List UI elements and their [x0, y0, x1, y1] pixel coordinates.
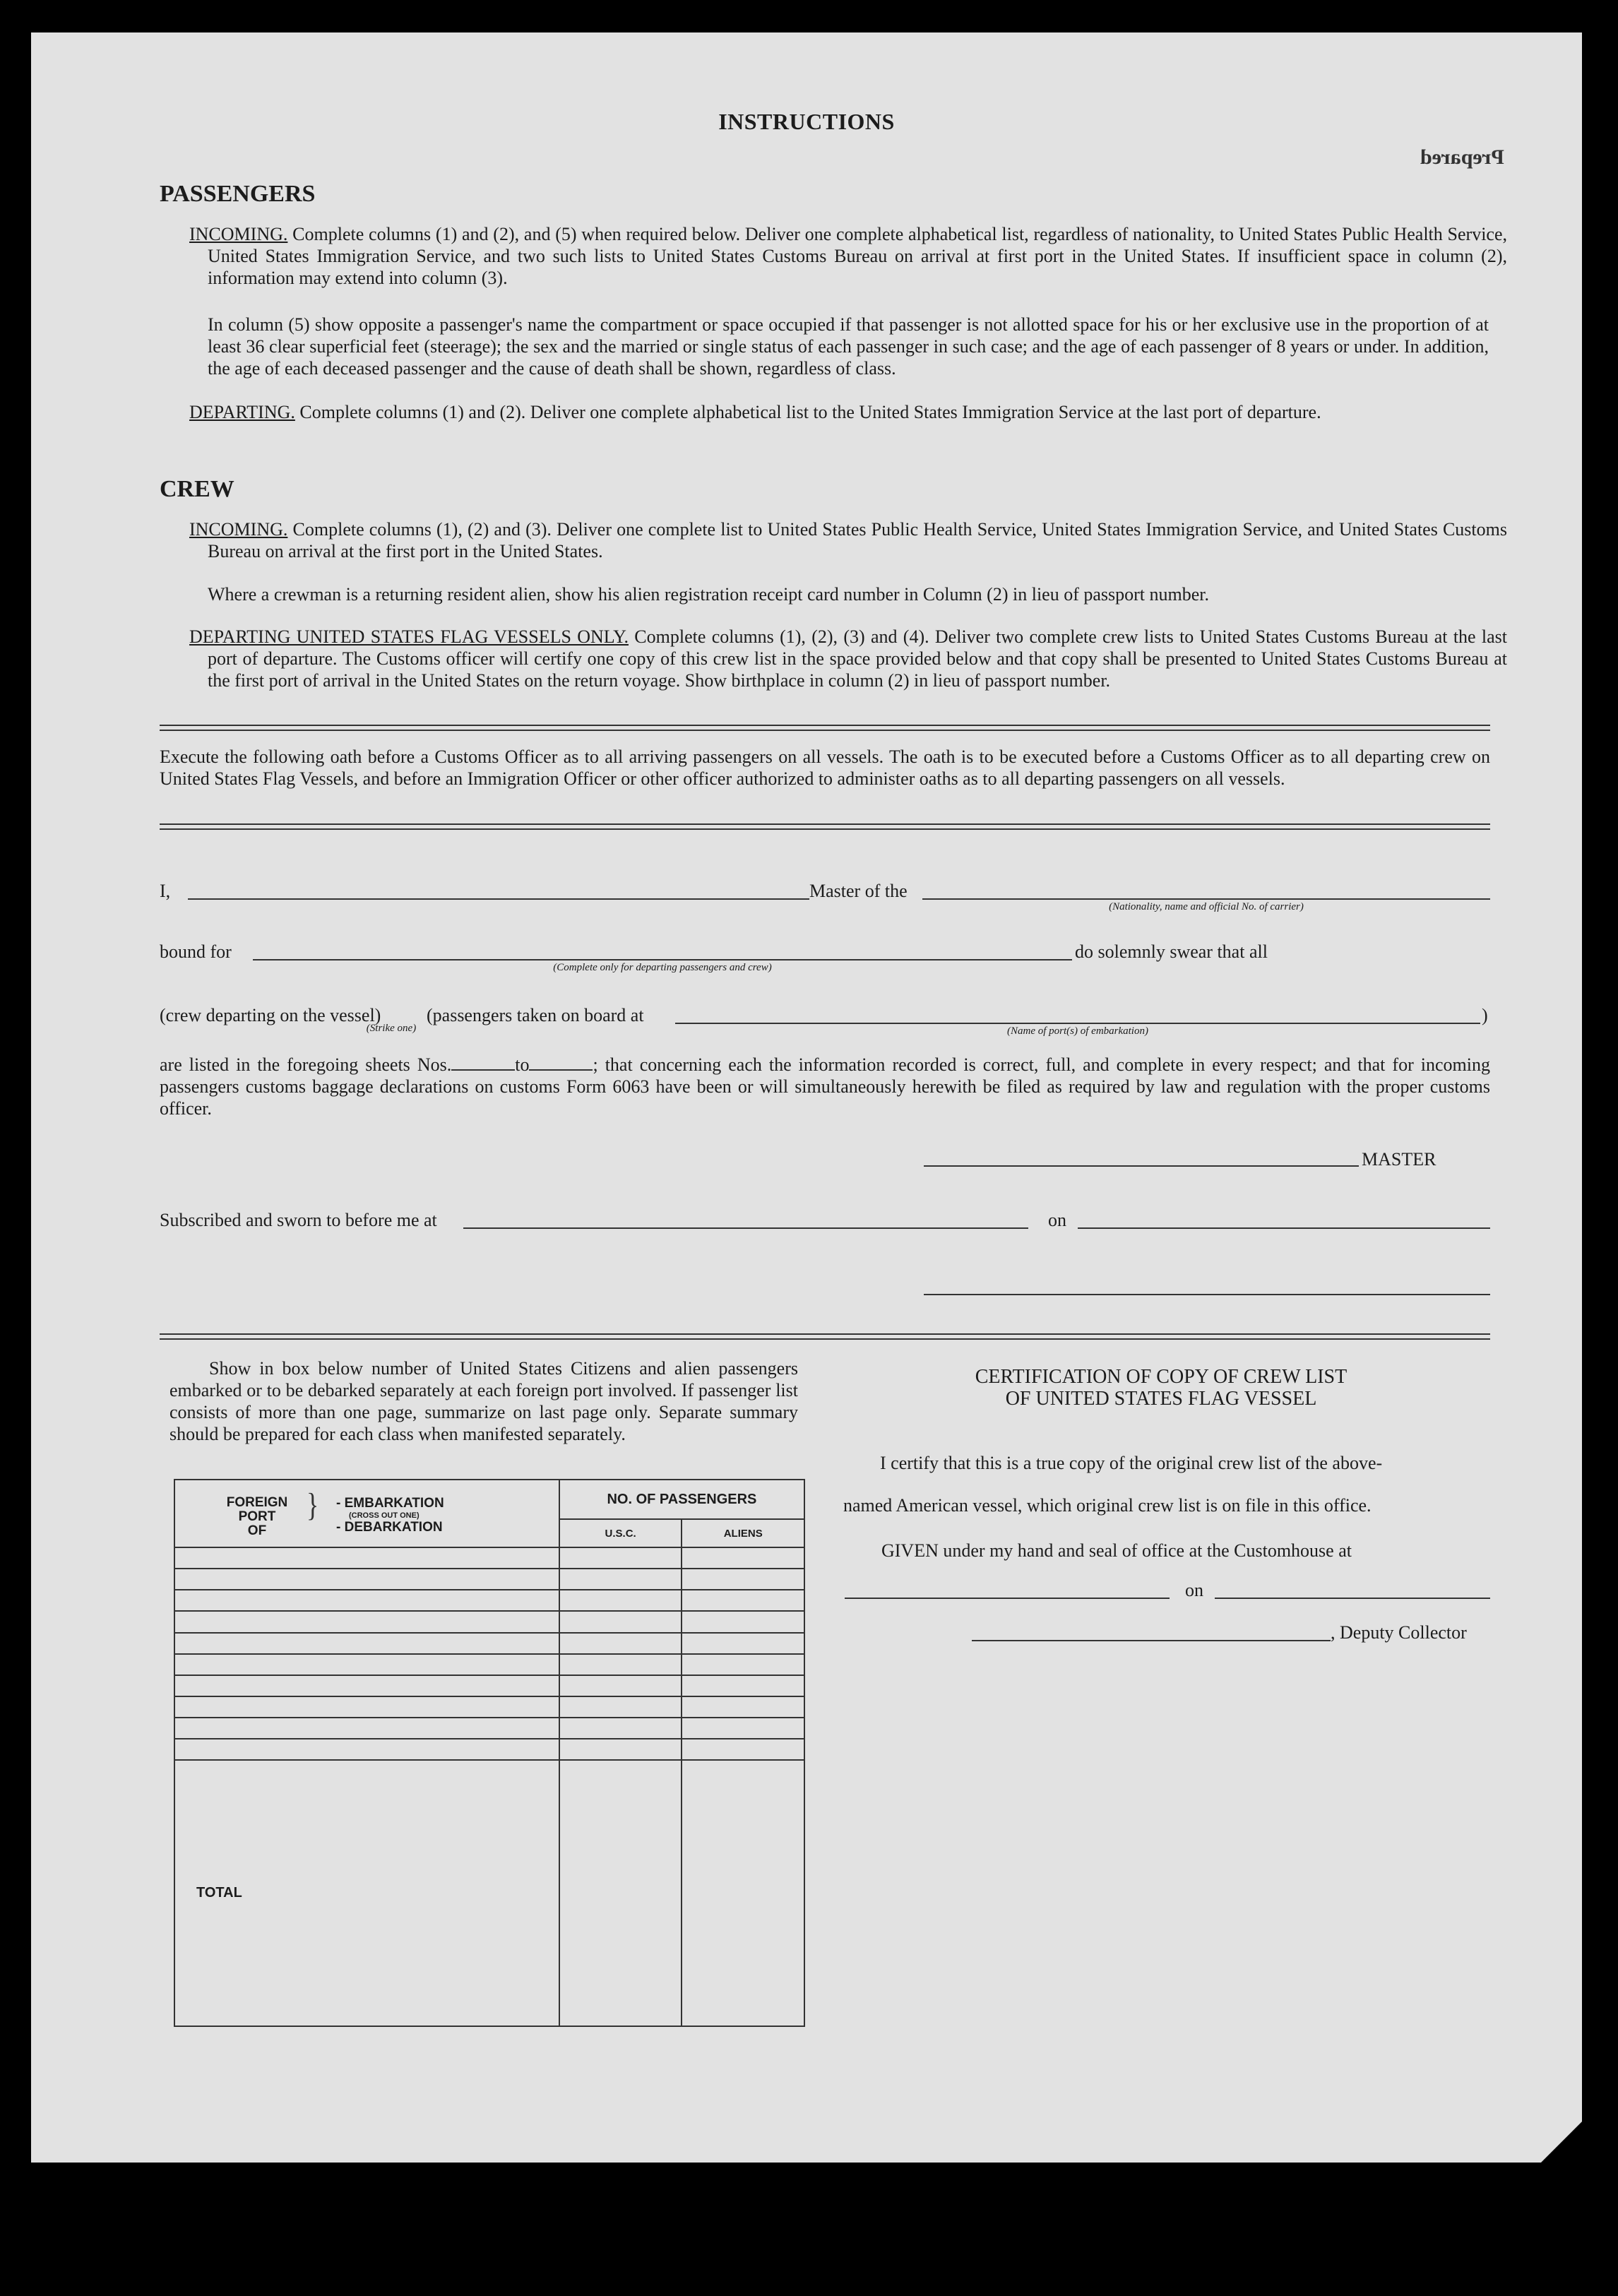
passengers-incoming-label: INCOMING. [189, 224, 288, 244]
crew-resident-paragraph: Where a crewman is a returning resident alien, show his alien registration receipt card number in Column (2) in lieu of passport number. [208, 584, 1210, 605]
port-cell[interactable] [174, 1633, 559, 1654]
divider [160, 725, 1490, 731]
total-aliens-cell[interactable] [682, 1760, 804, 2026]
summary-instruction: Show in box below number of United States Citizens and alien passengers embarked or to be debarked separately at each foreign port involved. If passenger list consists of more than one page, summarize on last page only. Separate summary should be prepared for each class when manifested separately. [169, 1358, 798, 1444]
nationality-caption: (Nationality, name and official No. of carrier) [1109, 901, 1304, 912]
close-paren: ) [1482, 1005, 1488, 1025]
foreign-label: FOREIGN [226, 1495, 288, 1510]
aliens-cell[interactable] [682, 1590, 804, 1611]
sworn-place-field[interactable] [463, 1227, 1028, 1229]
crew-departing-paragraph [189, 626, 1507, 691]
sheet-to-field[interactable] [529, 1069, 593, 1071]
cert-date-field[interactable] [1215, 1598, 1490, 1599]
bound-caption: (Complete only for departing passengers and crew) [553, 962, 772, 973]
carrier-field[interactable] [922, 898, 1490, 900]
master-label: MASTER [1362, 1149, 1436, 1170]
port-of-embarkation-field[interactable] [675, 1023, 1480, 1024]
passengers-departing-paragraph [189, 401, 1507, 423]
aliens-cell[interactable] [682, 1547, 804, 1569]
aliens-cell[interactable] [682, 1633, 804, 1654]
debarkation-label: - DEBARKATION [336, 1520, 443, 1535]
port-cell[interactable] [174, 1654, 559, 1675]
strike-one-caption: (Strike one) [366, 1023, 417, 1034]
listed-text-a: are listed in the foregoing sheets Nos. [160, 1054, 452, 1075]
port-cell[interactable] [174, 1675, 559, 1696]
brace-glyph: } [307, 1487, 319, 1523]
cert-on-label: on [1185, 1580, 1203, 1600]
sheet-from-field[interactable] [451, 1069, 515, 1071]
aliens-cell[interactable] [682, 1611, 804, 1632]
aliens-header: ALIENS [682, 1519, 804, 1547]
cross-out-label: (CROSS OUT ONE) [349, 1511, 420, 1520]
swear-text: do solemnly swear that all [1075, 941, 1268, 962]
port-cell[interactable] [174, 1611, 559, 1632]
port-header-cell [174, 1480, 559, 1547]
of-label: OF [247, 1523, 267, 1538]
embarkation-label: - EMBARKATION [336, 1496, 444, 1511]
bound-for-field[interactable] [253, 959, 1072, 960]
usc-cell[interactable] [559, 1547, 682, 1569]
total-usc-cell[interactable] [559, 1760, 682, 2026]
passengers-incoming-text: Complete columns (1) and (2), and (5) when required below. Deliver one complete alphabetical list, regardless of nationality, to United States Public Health Service, United States Immigration Service, and two such lists to United States Customs Bureau on arrival at first port in the United States. If insufficient space in column (2), information may extend into column (3). [208, 224, 1507, 288]
oath-i-label: I, [160, 881, 171, 901]
port-label: PORT [238, 1509, 276, 1524]
ports-caption: (Name of port(s) of embarkation) [1007, 1025, 1148, 1037]
usc-cell[interactable] [559, 1633, 682, 1654]
crew-incoming-paragraph [189, 518, 1507, 562]
bound-for-label: bound for [160, 941, 232, 962]
listed-paragraph [160, 1054, 1490, 1119]
certify-line-1: I certify that this is a true copy of the original crew list of the above- [880, 1453, 1383, 1473]
usc-cell[interactable] [559, 1696, 682, 1718]
port-cell[interactable] [174, 1590, 559, 1611]
passengers-heading: PASSENGERS [160, 181, 316, 207]
usc-cell[interactable] [559, 1718, 682, 1739]
crew-departing-text: Complete columns (1), (2), (3) and (4). Deliver two complete crew lists to United States Customs Bureau at the last port of departure. The Customs officer will certify one copy of this crew list in the space provided below and that copy shall be presented to United States Customs Bureau at the first port of arrival in the United States on the return voyage. Show birthplace in column (2) in lieu of passport number. [208, 626, 1507, 691]
master-signature-field[interactable] [924, 1165, 1359, 1167]
usc-cell[interactable] [559, 1611, 682, 1632]
port-cell[interactable] [174, 1569, 559, 1590]
usc-cell[interactable] [559, 1590, 682, 1611]
certification-title [843, 1366, 1479, 1410]
mirrored-stamp: Prepared [1420, 145, 1504, 169]
crew-incoming-label: INCOMING. [189, 519, 288, 540]
divider [160, 823, 1490, 830]
subscribed-label: Subscribed and sworn to before me at [160, 1210, 437, 1230]
aliens-cell[interactable] [682, 1654, 804, 1675]
crew-departing-option: (crew departing on the vessel) [160, 1005, 381, 1025]
certification-title-line-2: OF UNITED STATES FLAG VESSEL [1005, 1388, 1317, 1410]
page-title: INSTRUCTIONS [718, 109, 895, 134]
usc-cell[interactable] [559, 1569, 682, 1590]
crew-heading: CREW [160, 476, 234, 502]
port-cell[interactable] [174, 1739, 559, 1760]
listed-to: to [515, 1054, 530, 1075]
passengers-column5-paragraph: In column (5) show opposite a passenger's name the compartment or space occupied if that passenger is not allotted space for his or her exclusive use in the proportion of at least 36 clear superficial feet (steerage); the sex and the married or single status of each passenger in such case; and the age of each passenger of 8 years or under. In addition, the age of each deceased passenger and the cause of death shall be shown, regardless of class. [208, 314, 1489, 379]
deputy-collector-signature-field[interactable] [972, 1640, 1331, 1641]
usc-cell[interactable] [559, 1654, 682, 1675]
certify-line-2: named American vessel, which original crew list is on file in this office. [843, 1495, 1372, 1516]
given-line: GIVEN under my hand and seal of office at the Customhouse at [881, 1540, 1352, 1561]
sworn-on-label: on [1048, 1210, 1066, 1230]
customhouse-field[interactable] [845, 1598, 1170, 1599]
sworn-date-field[interactable] [1078, 1227, 1490, 1229]
listed-text-b: ; that concerning each the information recorded is correct, full, and complete in every respect; and that for incoming passengers customs baggage declarations on customs Form 6063 have been or will simultaneously herewith be filed as required by law and regulation with the proper customs officer. [160, 1054, 1490, 1119]
port-cell[interactable] [174, 1696, 559, 1718]
usc-header: U.S.C. [559, 1519, 682, 1547]
divider [160, 1333, 1490, 1340]
port-cell[interactable] [174, 1718, 559, 1739]
folded-corner [1540, 2121, 1582, 2163]
usc-cell[interactable] [559, 1675, 682, 1696]
oath-instruction: Execute the following oath before a Customs Officer as to all arriving passengers on all vessels. The oath is to be executed before a Customs Officer as to all departing crew on United States Flag Vessels, and before an Immigration Officer or other officer authorized to administer oaths as to all departing passengers on all vessels. [160, 747, 1490, 789]
aliens-cell[interactable] [682, 1696, 804, 1718]
master-of-the-label: Master of the [809, 881, 908, 901]
total-label: TOTAL [174, 1760, 559, 2026]
crew-departing-label: DEPARTING UNITED STATES FLAG VESSELS ONLY. [189, 626, 629, 647]
no-passengers-header: NO. OF PASSENGERS [559, 1480, 804, 1519]
master-name-field[interactable] [188, 898, 809, 900]
crew-incoming-text: Complete columns (1), (2) and (3). Deliver one complete list to United States Public Health Service, United States Immigration Service, and United States Customs Bureau on arrival at the first port in the United States. [208, 519, 1507, 561]
officer-signature-field[interactable] [924, 1294, 1490, 1295]
usc-cell[interactable] [559, 1739, 682, 1760]
passenger-summary-table [174, 1479, 805, 2027]
passengers-departing-text: Complete columns (1) and (2). Deliver one complete alphabetical list to the United States Immigration Service at the last port of departure. [295, 402, 1321, 422]
port-cell[interactable] [174, 1547, 559, 1569]
passengers-taken-option: (passengers taken on board at [427, 1005, 644, 1025]
form-page [31, 32, 1582, 2163]
aliens-cell[interactable] [682, 1675, 804, 1696]
deputy-collector-label: , Deputy Collector [1331, 1622, 1467, 1643]
passengers-incoming-paragraph [189, 223, 1507, 289]
certification-title-line-1: CERTIFICATION OF COPY OF CREW LIST [975, 1366, 1348, 1388]
aliens-cell[interactable] [682, 1569, 804, 1590]
aliens-cell[interactable] [682, 1718, 804, 1739]
passengers-departing-label: DEPARTING. [189, 402, 295, 422]
aliens-cell[interactable] [682, 1739, 804, 1760]
